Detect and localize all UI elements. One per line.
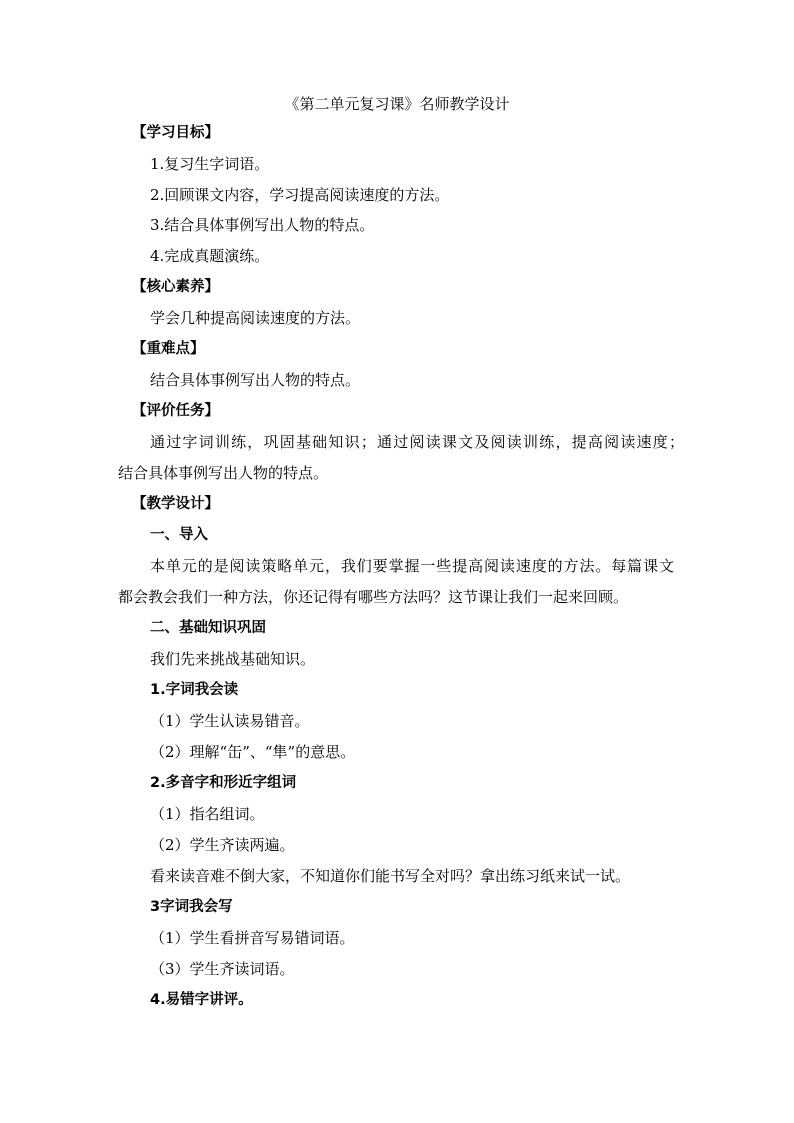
subsection-heading: 1.字词我会读 — [150, 682, 239, 698]
objective-item: 3.结合具体事例写出人物的特点。 — [150, 216, 375, 234]
subsection-item: （1）指名组词。 — [150, 805, 265, 823]
core-literacy-text: 学会几种提高阅读速度的方法。 — [150, 309, 361, 327]
subsection-heading: 2.多音字和形近字组词 — [150, 775, 297, 791]
subsection-item: （2）理解“缶”、“隼”的意思。 — [150, 743, 356, 761]
core-literacy-heading: 【核心素养】 — [132, 279, 219, 295]
key-points-text: 结合具体事例写出人物的特点。 — [150, 371, 361, 389]
subsection-note: 看来读音难不倒大家，不知道你们能书写全对吗？拿出练习纸来试一试。 — [150, 867, 631, 885]
objective-item: 2.回顾课文内容，学习提高阅读速度的方法。 — [150, 186, 450, 204]
objective-item: 1.复习生字词语。 — [150, 155, 270, 173]
basics-heading: 二、基础知识巩固 — [150, 620, 266, 636]
objective-item: 4.完成真题演练。 — [150, 247, 270, 265]
key-points-heading: 【重难点】 — [132, 341, 205, 357]
basics-text: 我们先来挑战基础知识。 — [150, 650, 316, 668]
subsection-item: （2）学生齐读两遍。 — [150, 836, 295, 854]
objectives-heading: 【学习目标】 — [132, 125, 219, 141]
document-title: 《第二单元复习课》名师教学设计 — [284, 95, 510, 113]
subsection-heading: 4.易错字讲评。 — [150, 992, 253, 1008]
intro-paragraph-line: 本单元的是阅读策略单元，我们要掌握一些提高阅读速度的方法。每篇课文 — [150, 557, 674, 575]
subsection-item: （3）学生齐读词语。 — [150, 960, 295, 978]
evaluation-line: 结合具体事例写出人物的特点。 — [118, 464, 329, 482]
intro-paragraph-line: 都会教会我们一种方法，你还记得有哪些方法吗？这节课让我们一起来回顾。 — [118, 588, 629, 606]
intro-heading: 一、导入 — [150, 527, 208, 543]
evaluation-line: 通过字词训练，巩固基础知识；通过阅读课文及阅读训练，提高阅读速度； — [150, 433, 684, 451]
evaluation-heading: 【评价任务】 — [132, 403, 219, 419]
subsection-heading: 3字词我会写 — [150, 899, 233, 915]
subsection-item: （1）学生看拼音写易错词语。 — [150, 929, 355, 947]
design-heading: 【教学设计】 — [132, 496, 219, 512]
subsection-item: （1）学生认读易错音。 — [150, 712, 310, 730]
